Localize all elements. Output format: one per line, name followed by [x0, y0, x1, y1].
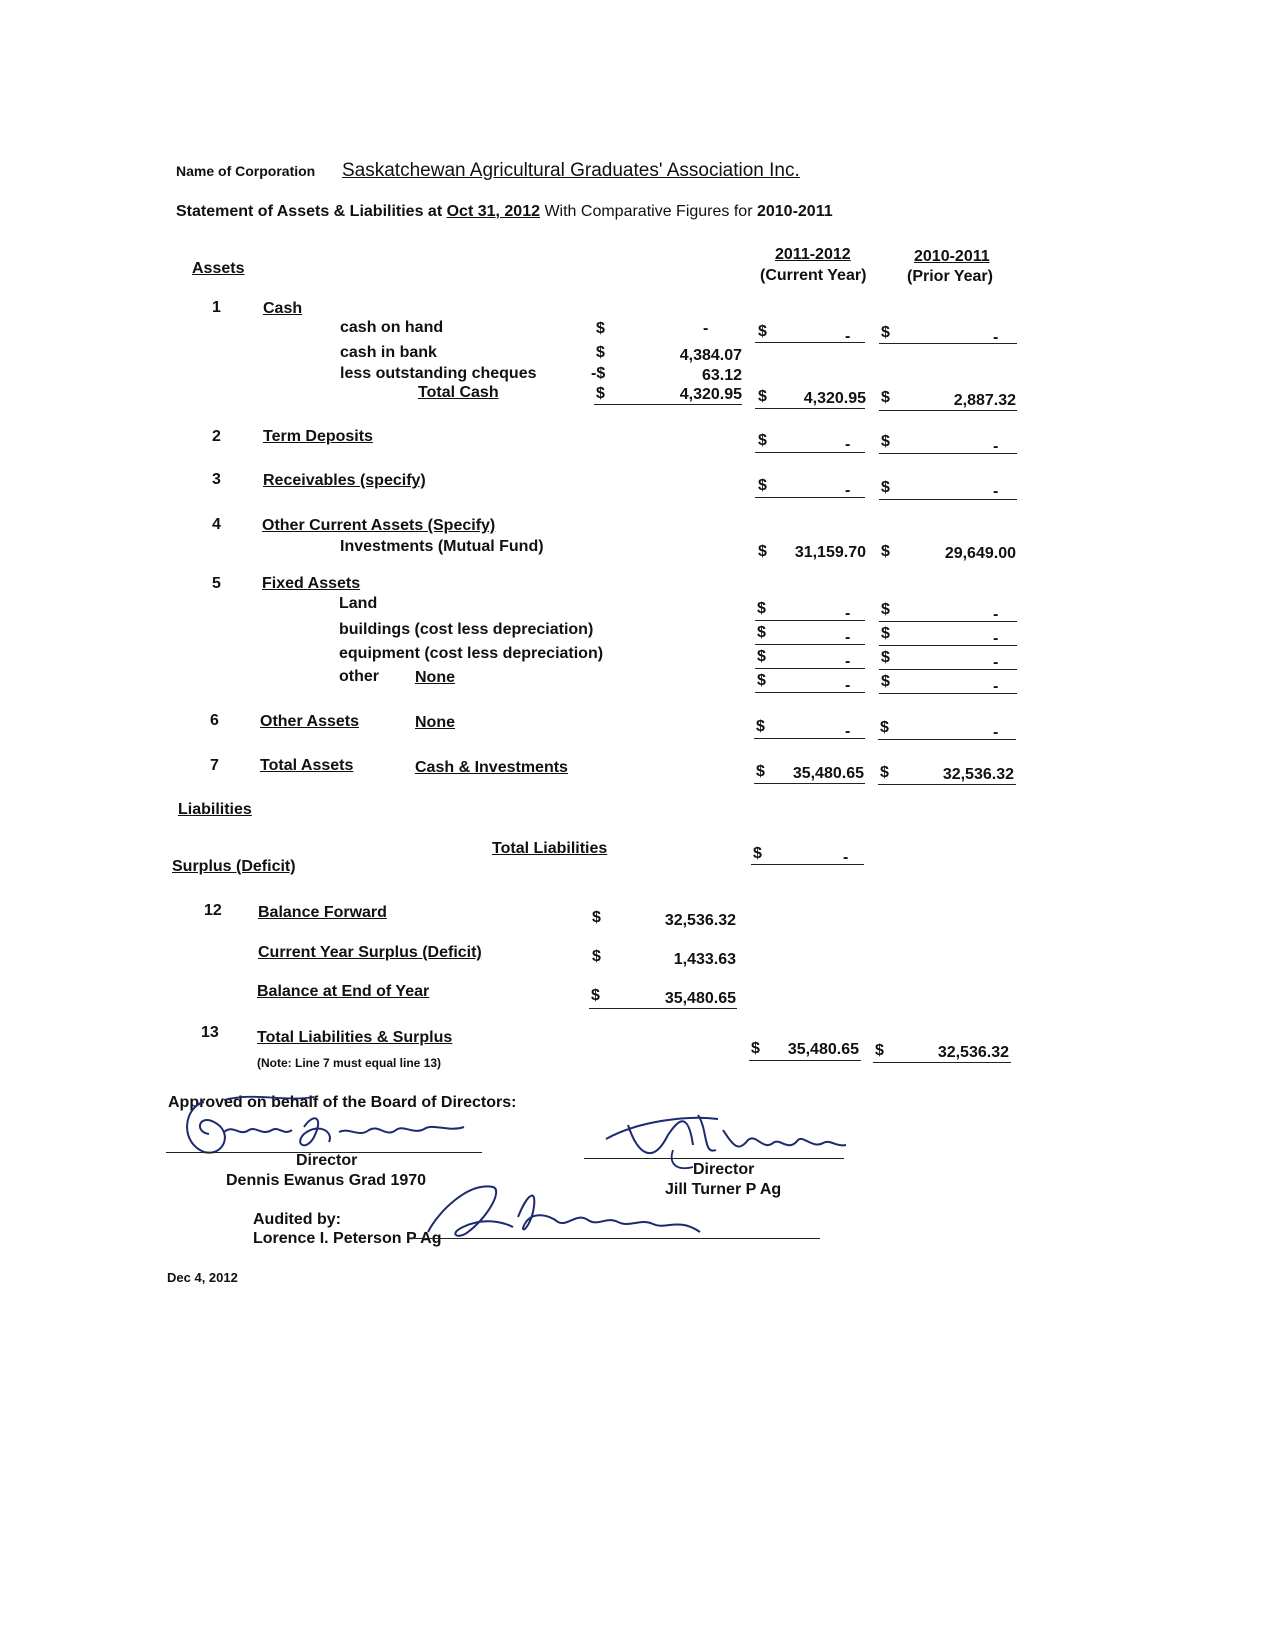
other-label: other — [339, 668, 379, 685]
approval-heading: Approved on behalf of the Board of Directors: — [168, 1094, 517, 1111]
cash-in-bank-amt: 4,384.07 — [679, 347, 742, 364]
current-dash: - — [845, 653, 851, 670]
assets-heading: Assets — [192, 260, 245, 277]
line-number: 7 — [210, 757, 219, 774]
line-number: 4 — [212, 516, 221, 533]
dollar-sign: $ — [758, 432, 767, 449]
dollar-sign: $ — [757, 672, 766, 689]
current-dash: - — [845, 723, 851, 740]
balance-forward-label: Balance Forward — [258, 904, 387, 921]
dollar-sign: $ — [881, 433, 890, 450]
statement-mid: With Comparative Figures for — [544, 203, 753, 220]
total-liabilities-label: Total Liabilities — [492, 840, 608, 857]
dollar-sign: $ — [881, 673, 890, 690]
corp-label: Name of Corporation — [176, 163, 316, 179]
dollar-sign: $ — [758, 323, 767, 340]
line-number: 5 — [212, 575, 221, 592]
current-surplus-amt: 1,433.63 — [673, 951, 736, 968]
line-note: (Note: Line 7 must equal line 13) — [257, 1056, 442, 1070]
current-dash: - — [845, 482, 851, 499]
dollar-sign: $ — [757, 624, 766, 641]
fixed-assets-title: Fixed Assets — [262, 575, 361, 592]
total-liabilities-dash: - — [843, 849, 849, 866]
prior-year-label: (Prior Year) — [907, 268, 993, 285]
land-label: Land — [339, 595, 378, 612]
dollar-sign: $ — [881, 543, 890, 560]
total-assets-current: 35,480.65 — [792, 765, 864, 782]
cash-on-hand-amt: - — [703, 320, 709, 337]
dollar-sign: $ — [757, 600, 766, 617]
line-number: 2 — [212, 428, 221, 445]
less-cheques-amt: 63.12 — [701, 367, 742, 384]
total-assets-title: Total Assets — [260, 757, 354, 774]
neg-dollar-sign: -$ — [591, 365, 606, 382]
dollar-sign: $ — [880, 764, 889, 781]
dollar-sign: $ — [875, 1042, 884, 1059]
prior-year-header: 2010-2011 — [914, 248, 990, 265]
dollar-sign: $ — [756, 763, 765, 780]
dollar-sign: $ — [881, 479, 890, 496]
director-label-2: Director — [693, 1161, 755, 1178]
dollar-sign: $ — [881, 625, 890, 642]
prior-dash: - — [993, 483, 999, 500]
less-cheques-label: less outstanding cheques — [340, 365, 537, 382]
statement-date: Oct 31, 2012 — [446, 203, 540, 220]
current-dash: - — [845, 605, 851, 622]
prior-dash: - — [993, 438, 999, 455]
current-dash: - — [845, 677, 851, 694]
cash-prior: 2,887.32 — [953, 392, 1016, 409]
line-number: 13 — [201, 1024, 219, 1041]
dollar-sign: $ — [881, 324, 890, 341]
statement-prefix: Statement of Assets & Liabilities at — [176, 203, 443, 220]
line-number: 3 — [212, 471, 221, 488]
director-label-1: Director — [296, 1152, 358, 1169]
receivables-title: Receivables (specify) — [263, 472, 426, 489]
audited-label: Audited by: — [253, 1211, 341, 1228]
dollar-sign: $ — [751, 1040, 760, 1057]
dollar-sign: $ — [881, 389, 890, 406]
surplus-heading: Surplus (Deficit) — [172, 858, 296, 875]
other-value: None — [415, 669, 455, 686]
dollar-sign: $ — [758, 477, 767, 494]
corp-name: Saskatchewan Agricultural Graduates' Association Inc. — [342, 160, 800, 181]
current-dash: - — [845, 436, 851, 453]
total-assets-value: Cash & Investments — [415, 759, 568, 776]
investments-label: Investments (Mutual Fund) — [340, 538, 544, 555]
prior-dash: - — [993, 329, 999, 346]
statement-years: 2010-2011 — [756, 203, 833, 220]
term-deposits-title: Term Deposits — [263, 428, 373, 445]
cash-title: Cash — [263, 300, 303, 317]
current-year-header: 2011-2012 — [775, 246, 851, 263]
other-assets-title: Other Assets — [260, 713, 359, 730]
line-number: 12 — [204, 902, 222, 919]
other-current-title: Other Current Assets (Specify) — [262, 517, 496, 534]
total-cash-label: Total Cash — [418, 384, 499, 401]
balance-end-label: Balance at End of Year — [257, 983, 430, 1000]
statement-line — [176, 203, 833, 221]
dollar-sign: $ — [591, 987, 600, 1004]
dollar-sign: $ — [881, 649, 890, 666]
current-dash: - — [845, 629, 851, 646]
dollar-sign: $ — [753, 845, 762, 862]
current-surplus-label: Current Year Surplus (Deficit) — [258, 944, 482, 961]
current-year-label: (Current Year) — [760, 267, 867, 284]
dollar-sign: $ — [758, 388, 767, 405]
total-cash-amt: 4,320.95 — [679, 386, 742, 403]
current-dash: - — [845, 328, 851, 345]
liabilities-heading: Liabilities — [178, 801, 252, 818]
balance-end-amt: 35,480.65 — [664, 990, 736, 1007]
dollar-sign: $ — [880, 719, 889, 736]
dollar-sign: $ — [881, 601, 890, 618]
auditor-name: Lorence I. Peterson P Ag — [253, 1230, 442, 1247]
director-1-name: Dennis Ewanus Grad 1970 — [226, 1172, 427, 1189]
total-assets-prior: 32,536.32 — [942, 766, 1014, 783]
total-liab-surplus-prior: 32,536.32 — [937, 1044, 1009, 1061]
balance-forward-amt: 32,536.32 — [664, 912, 736, 929]
total-liab-surplus-current: 35,480.65 — [787, 1041, 859, 1058]
dollar-sign: $ — [758, 543, 767, 560]
line-number: 1 — [212, 299, 221, 316]
dollar-sign: $ — [596, 385, 605, 402]
dollar-sign: $ — [596, 320, 605, 337]
director-2-name: Jill Turner P Ag — [665, 1181, 782, 1198]
dollar-sign: $ — [596, 344, 605, 361]
buildings-label: buildings (cost less depreciation) — [339, 621, 594, 638]
dollar-sign: $ — [592, 948, 601, 965]
cash-current: 4,320.95 — [803, 390, 866, 407]
prior-dash: - — [993, 606, 999, 623]
line-number: 6 — [210, 712, 219, 729]
prior-dash: - — [993, 654, 999, 671]
cash-in-bank-label: cash in bank — [340, 344, 437, 361]
dollar-sign: $ — [592, 909, 601, 926]
signature-lorence-peterson — [408, 1172, 718, 1247]
prior-dash: - — [993, 630, 999, 647]
prior-dash: - — [993, 678, 999, 695]
cash-on-hand-label: cash on hand — [340, 319, 444, 336]
other-assets-value: None — [415, 714, 455, 731]
document-date: Dec 4, 2012 — [167, 1270, 238, 1285]
prior-dash: - — [993, 724, 999, 741]
equipment-label: equipment (cost less depreciation) — [339, 645, 604, 662]
dollar-sign: $ — [756, 718, 765, 735]
total-liab-surplus-label: Total Liabilities & Surplus — [257, 1029, 453, 1046]
dollar-sign: $ — [757, 648, 766, 665]
investments-prior: 29,649.00 — [944, 545, 1016, 562]
investments-current: 31,159.70 — [794, 544, 866, 561]
